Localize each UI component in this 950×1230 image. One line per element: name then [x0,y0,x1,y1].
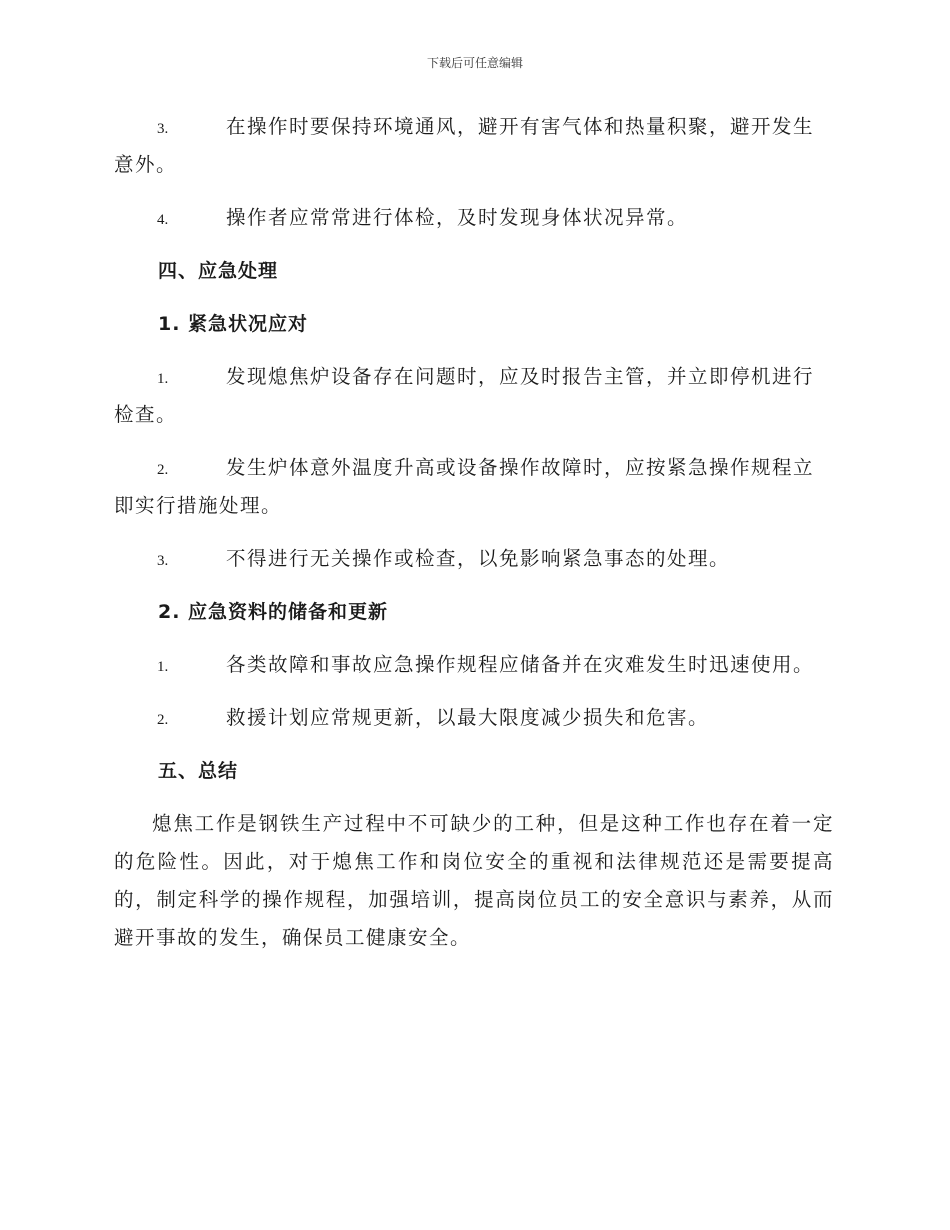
item-number: 1. [157,659,169,675]
list-item [114,358,834,434]
item-text: 不得进行无关操作或检查，以免影响紧急事态的处理。 [226,547,731,570]
item-text: 发现熄焦炉设备存在问题时，应及时报告主管，并立即停机进行检查。 [114,365,815,426]
list-item [114,199,834,237]
item-number: 3. [157,553,169,569]
list-item [114,108,834,184]
list-item [114,540,834,578]
list-item [114,699,834,737]
item-number: 4. [157,212,169,228]
item-number: 1. [157,371,169,387]
subsection-heading: 1. 紧急状况应对 [158,313,309,335]
list-item [114,646,834,684]
item-text: 救援计划应常规更新，以最大限度减少损失和危害。 [226,706,710,729]
item-text: 在操作时要保持环境通风，避开有害气体和热量积聚，避开发生意外。 [114,115,815,176]
summary-paragraph: 熄焦工作是钢铁生产过程中不可缺少的工种，但是这种工作也存在着一定的危险性。因此，对于熄焦工作和岗位安全的重视和法律规范还是需要提高的，制定科学的操作规程，加强培训，提高岗位员工的安全意识与素养，从而避开事故的发生，确保员工健康安全。 [114,812,834,949]
item-number: 3. [157,121,169,137]
list-item [114,449,834,525]
subsection-heading: 2. 应急资料的储备和更新 [158,601,389,623]
document-body [114,108,834,957]
item-text: 操作者应常常进行体检，及时发现身体状况异常。 [226,206,689,229]
item-text: 发生炉体意外温度升高或设备操作故障时，应按紧急操作规程立即实行措施处理。 [114,456,815,517]
item-text: 各类故障和事故应急操作规程应储备并在灾难发生时迅速使用。 [226,653,815,676]
item-number: 2. [157,462,169,478]
item-number: 2. [157,712,169,728]
section-heading: 五、总结 [158,760,239,782]
section-heading: 四、应急处理 [158,260,279,282]
page-header: 下载后可任意编辑 [426,56,523,70]
